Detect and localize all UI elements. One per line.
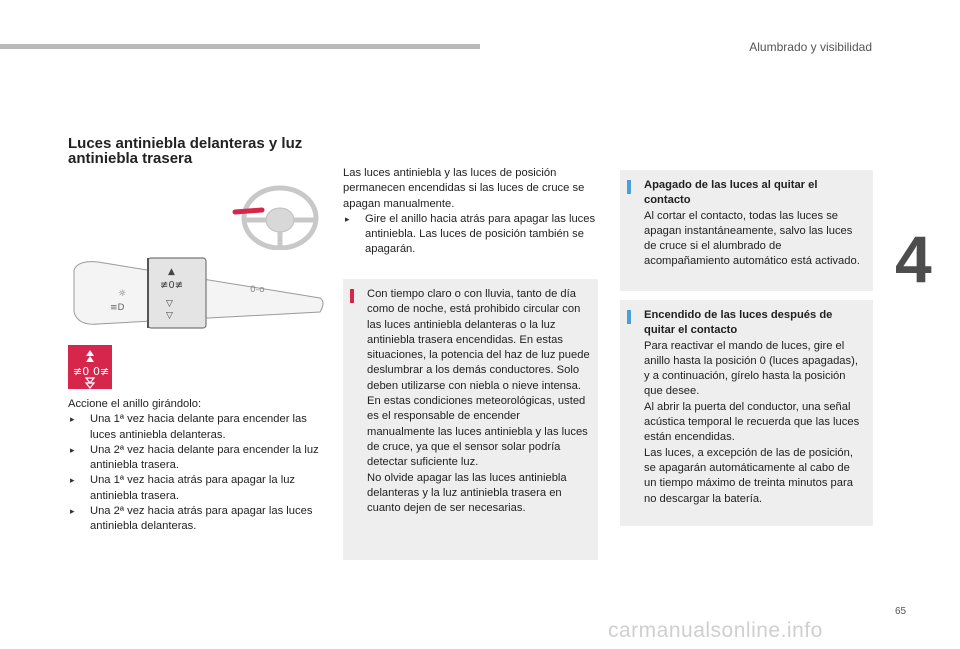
svg-text:▲: ▲ (168, 267, 175, 277)
svg-text:≡D: ≡D (110, 303, 125, 313)
info-box-title: Encendido de las luces después de quitar el contacto (644, 309, 833, 337)
info-box-body: Las luces, a excepción de las de posición, se apagarán automáticamente al cabo de un tiempo máximo de treinta minutos para no descargar la batería. (644, 446, 853, 505)
header-bar (0, 44, 480, 49)
list-item: ▸ Una 2ª vez hacia delante para encender la luz antiniebla trasera. (68, 443, 326, 474)
list-item: ▸ Una 2ª vez hacia atrás para apagar las luces antiniebla delanteras. (68, 504, 326, 535)
position-lights-list (343, 212, 597, 258)
info-icon (627, 180, 631, 194)
lighting-stalk-illustration (68, 252, 328, 332)
warning-paragraph: Con tiempo claro o con lluvia, tanto de día como de noche, está prohibido circular con las luces antiniebla delanteras o la luz antiniebla trasera encendidas. En estas situaciones, la potencia del haz de luz puede deslumbrar a los demás conductores. Solo deben utilizarse con niebla o nieve intensa. (367, 288, 590, 392)
ring-operation-instructions (68, 397, 326, 535)
warning-icon (350, 289, 354, 303)
info-icon (627, 310, 631, 324)
warning-paragraph: En estas condiciones meteorológicas, usted es el responsable de encender manualmente las luces antiniebla y las luces de cruce, ya que el sensor solar podría detectar suficiente luz. (367, 395, 588, 469)
page-number: 65 (895, 606, 907, 617)
svg-text:0≢: 0≢ (93, 365, 110, 378)
position-lights-text (343, 166, 597, 258)
list-item: ▸ Gire el anillo hacia atrás para apagar las luces antiniebla. Las luces de posición también se apagarán. (343, 212, 597, 258)
ring-steps-list (68, 412, 326, 534)
info-box-ignition-off (620, 170, 873, 291)
svg-text:▽: ▽ (166, 311, 173, 321)
chapter-number: 4 (895, 222, 932, 296)
info-box-body: Al cortar el contacto, todas las luces se apagan instantáneamente, salvo las luces de cruce si el alumbrado de acompañamiento automático está activado. (644, 209, 860, 268)
svg-text:≢0≢: ≢0≢ (160, 280, 184, 291)
svg-text:≢0: ≢0 (73, 365, 90, 378)
svg-text:0-o: 0-o (250, 285, 265, 295)
ring-intro: Accione el anillo girándolo: (68, 398, 202, 410)
steering-wheel-illustration (232, 180, 322, 250)
info-box-lights-after-ignition (620, 300, 873, 526)
watermark: carmanualsonline.info (608, 619, 823, 642)
svg-text:☼: ☼ (118, 289, 127, 299)
position-lights-intro: Las luces antiniebla y las luces de posición permanecen encendidas si las luces de cruce se apagan manualmente. (343, 167, 585, 210)
section-title: Alumbrado y visibilidad (749, 40, 872, 54)
fog-light-icon (68, 345, 112, 389)
warning-box (343, 279, 598, 560)
svg-text:▽: ▽ (166, 299, 173, 309)
info-box-body: Al abrir la puerta del conductor, una señal acústica temporal le recuerda que las luces están encendidas. (644, 400, 860, 444)
info-box-body: Para reactivar el mando de luces, gire el anillo hasta la posición 0 (luces apagadas), y a continuación, gírelo hasta la posición que desee. (644, 339, 858, 398)
page-heading: Luces antiniebla delanteras y luz antiniebla trasera (68, 135, 303, 167)
list-item: ▸ Una 1ª vez hacia atrás para apagar la luz antiniebla trasera. (68, 473, 326, 504)
warning-paragraph: No olvide apagar las las luces antiniebla delanteras y la luz antiniebla trasera en cuanto dejen de ser necesarias. (367, 471, 567, 515)
info-box-title: Apagado de las luces al quitar el contacto (644, 179, 818, 207)
list-item: ▸ Una 1ª vez hacia delante para encender las luces antiniebla delanteras. (68, 412, 326, 443)
